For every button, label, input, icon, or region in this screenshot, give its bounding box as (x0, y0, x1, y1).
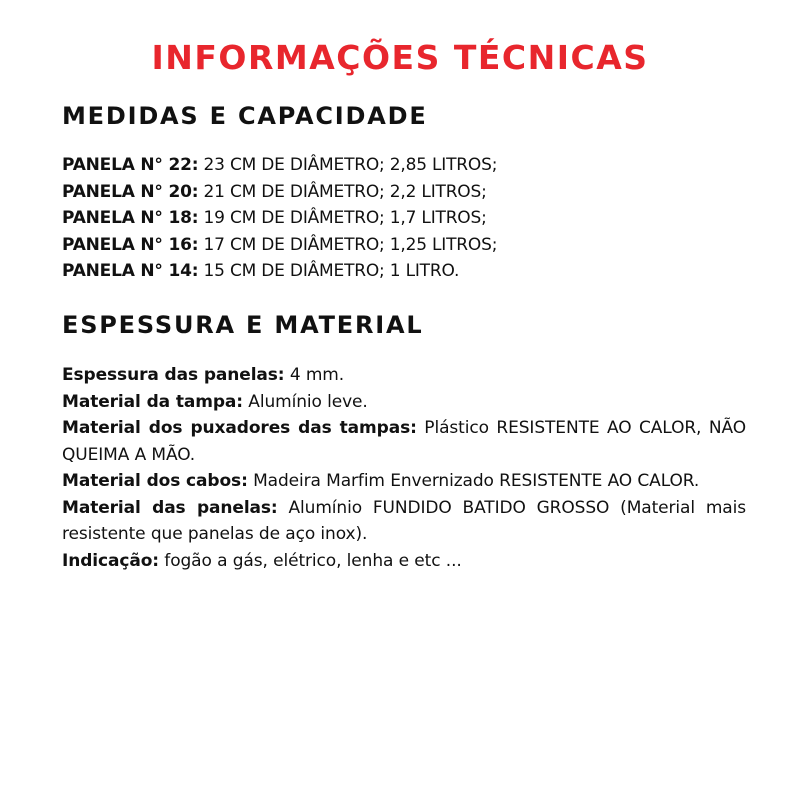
measure-item-16 (62, 232, 762, 259)
material-item-lid (62, 389, 746, 416)
measure-label: PANELA N° 16: (62, 234, 199, 255)
material-list (62, 362, 746, 574)
material-value: Alumínio leve. (242, 391, 368, 412)
material-label: Material das panelas: (62, 497, 278, 518)
measures-list (62, 152, 762, 285)
measure-value: 23 CM DE DIÂMETRO; 2,85 LITROS; (198, 155, 498, 175)
material-label: Indicação: (62, 550, 159, 571)
material-value: 4 mm. (284, 365, 345, 385)
material-section-heading: ESPESSURA E MATERIAL (62, 311, 424, 339)
material-label: Espessura das panelas: (62, 365, 285, 385)
material-item-lid-handles (62, 415, 746, 468)
measure-value: 19 CM DE DIÂMETRO; 1,7 LITROS; (198, 208, 487, 228)
material-value: fogão a gás, elétrico, lenha e etc ... (159, 550, 462, 571)
material-item-handles (62, 468, 746, 495)
material-value: Madeira Marfim Envernizado RESISTENTE AO CALOR. (247, 471, 700, 491)
measure-value: 17 CM DE DIÂMETRO; 1,25 LITROS; (198, 234, 498, 255)
measure-label: PANELA N° 22: (62, 155, 199, 175)
measure-label: PANELA N° 14: (62, 261, 199, 281)
measure-value: 21 CM DE DIÂMETRO; 2,2 LITROS; (198, 181, 487, 202)
measure-item-20 (62, 179, 762, 206)
measure-label: PANELA N° 20: (62, 181, 199, 202)
measure-value: 15 CM DE DIÂMETRO; 1 LITRO. (198, 261, 460, 281)
material-item-pans (62, 495, 746, 548)
measure-item-18 (62, 205, 762, 232)
material-label: Material dos puxadores das tampas: (62, 418, 417, 438)
page-title: INFORMAÇÕES TÉCNICAS (151, 38, 649, 77)
measures-section-heading: MEDIDAS E CAPACIDADE (62, 102, 428, 130)
material-item-indication (62, 548, 746, 575)
measure-label: PANELA N° 18: (62, 208, 199, 228)
material-item-thickness (62, 362, 746, 389)
material-value: Plástico RESISTENTE AO CALOR, NÃO QUEIMA A MÃO. (62, 418, 746, 465)
material-label: Material da tampa: (62, 391, 243, 412)
measure-item-14 (62, 258, 762, 285)
material-value: Alumínio FUNDIDO BATIDO GROSSO (Material mais resistente que panelas de aço inox). (62, 497, 746, 544)
measure-item-22 (62, 152, 762, 179)
material-label: Material dos cabos: (62, 471, 248, 491)
